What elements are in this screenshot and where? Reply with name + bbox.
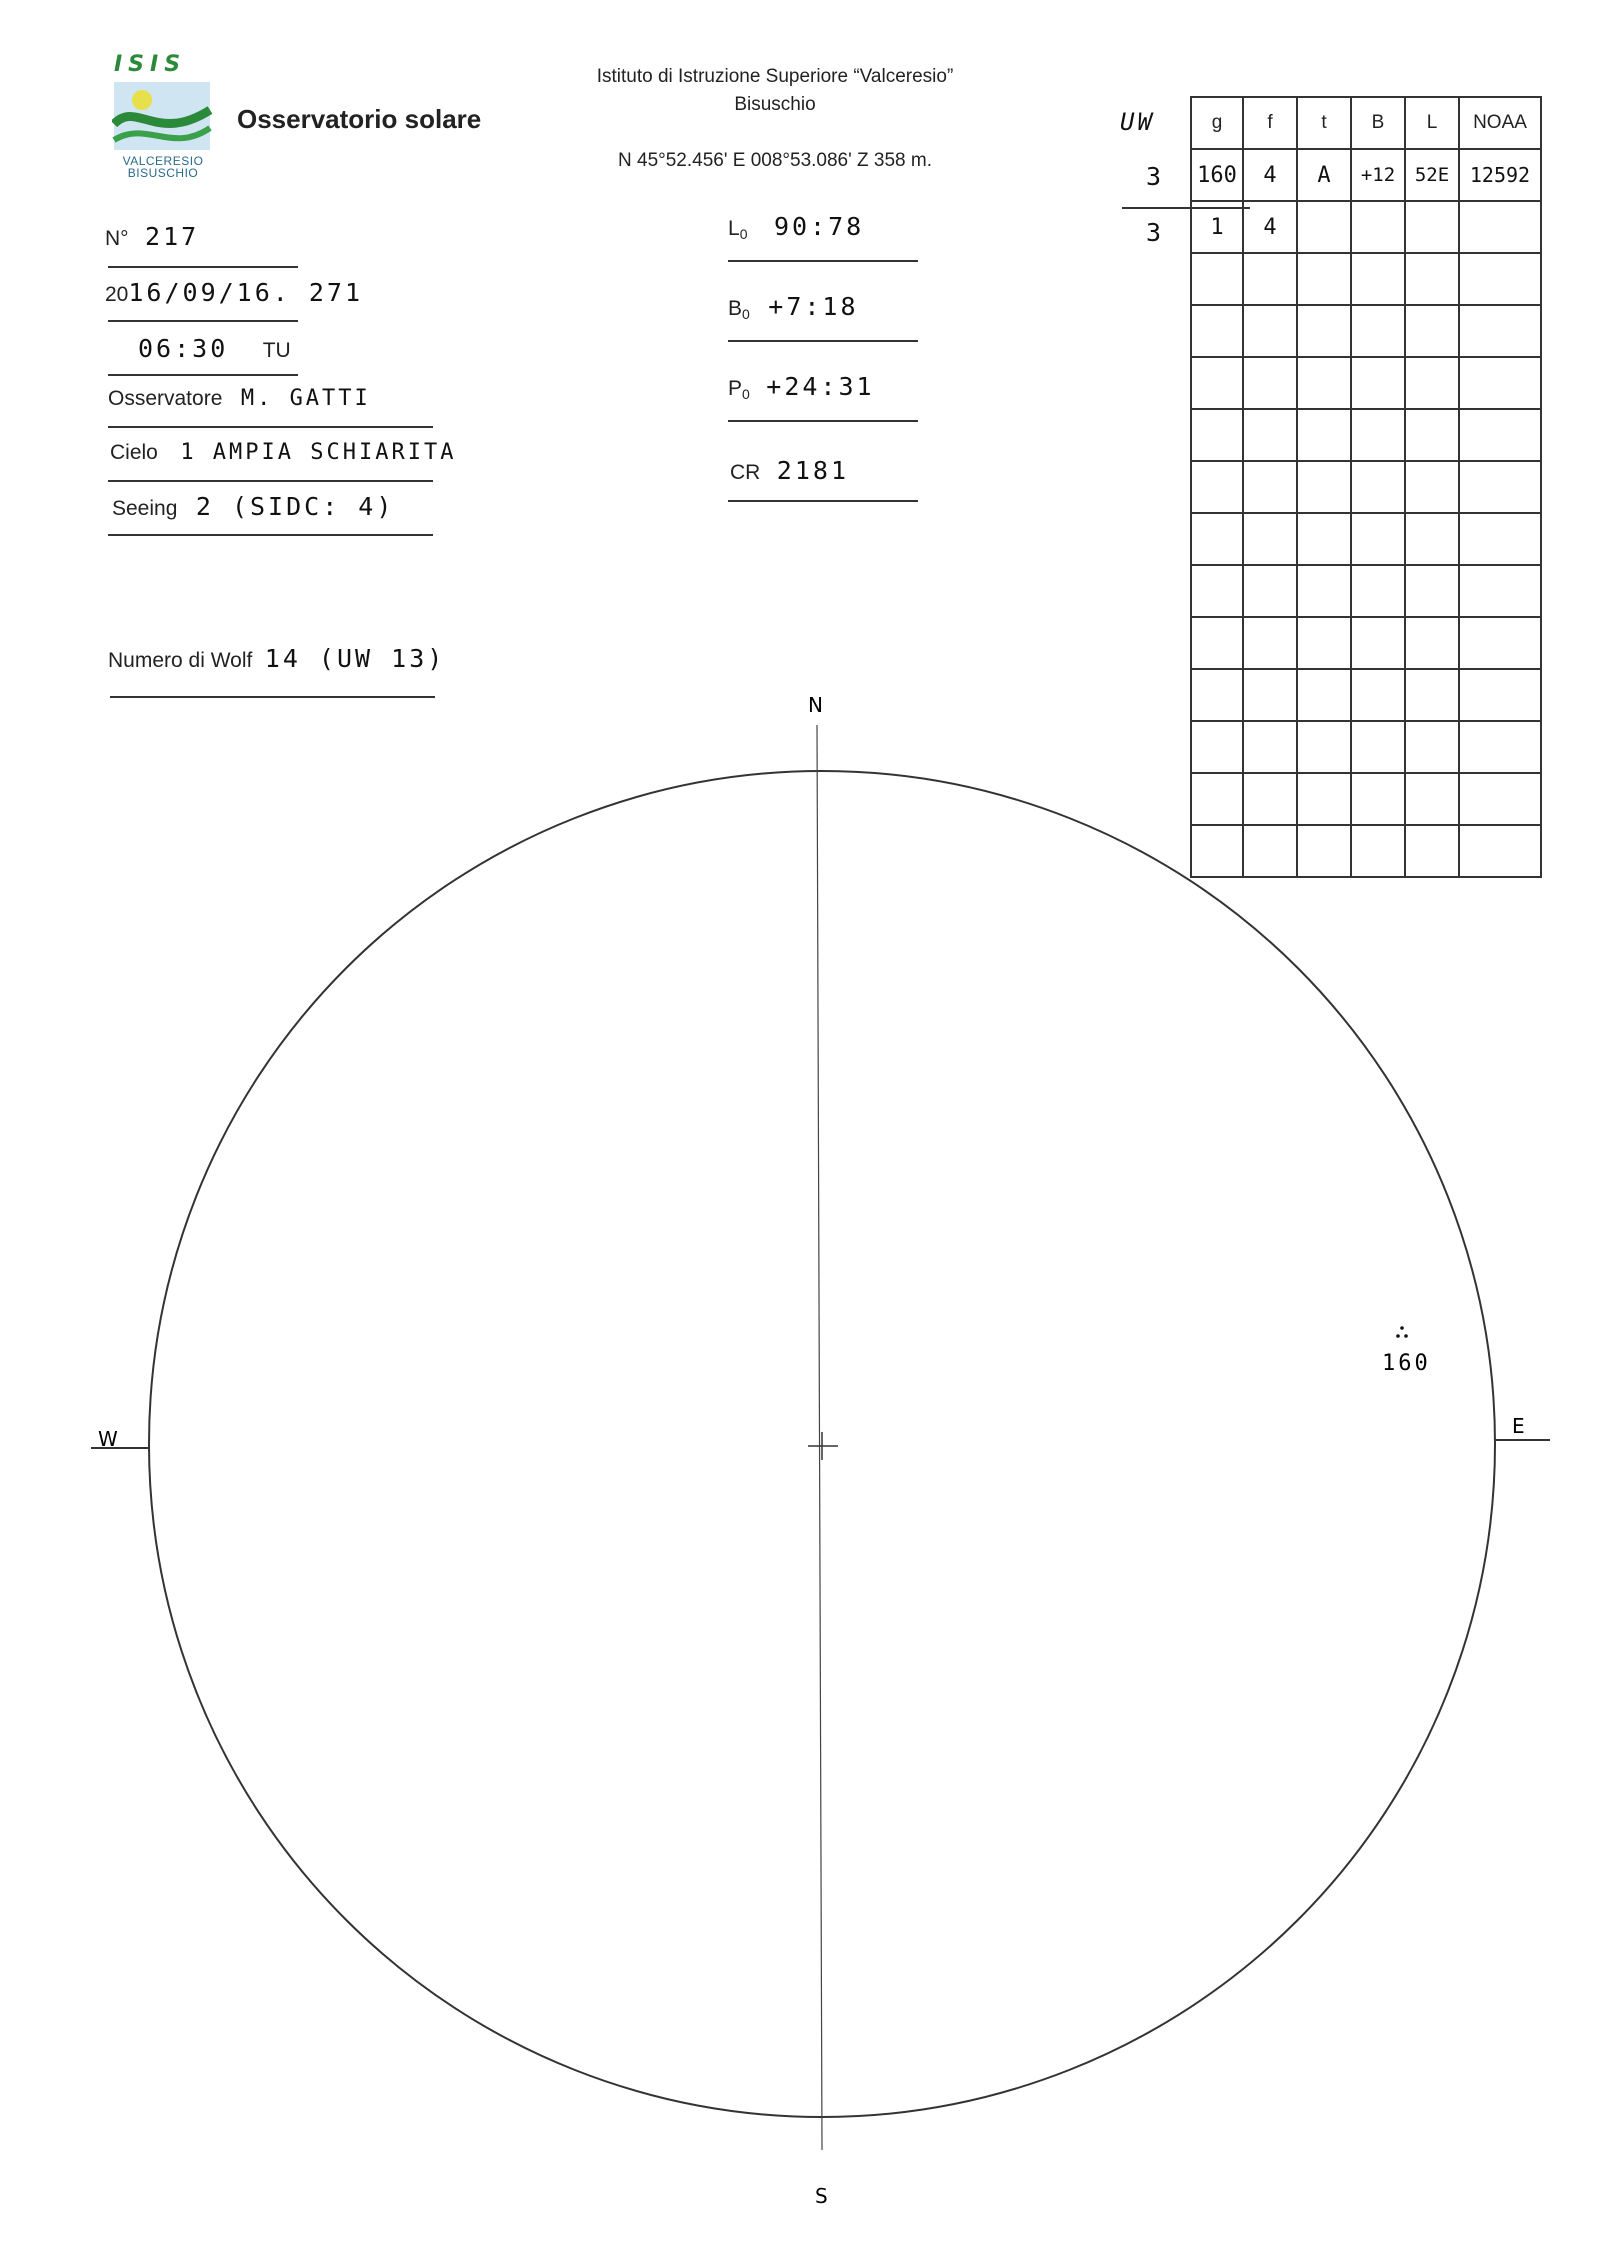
west-label: W <box>98 1427 118 1451</box>
wolf-number-value: 14 (UW 13) <box>264 644 446 673</box>
south-label: S <box>815 2184 828 2208</box>
logo-org-line1: VALCERESIO <box>122 154 204 168</box>
table-cell: A <box>1297 149 1351 201</box>
date-prefix: 20 <box>105 283 129 306</box>
col-header-B: B <box>1351 97 1405 149</box>
P0-label: P <box>728 377 743 400</box>
CR-label: CR <box>730 461 761 484</box>
time-unit: TU <box>262 339 291 362</box>
B0-subscript: 0 <box>742 306 750 323</box>
east-label: E <box>1512 1414 1525 1438</box>
B0-label: B <box>728 297 743 320</box>
uw-header: UW <box>1120 108 1155 136</box>
site-coordinates: N 45°52.456' E 008°53.086' Z 358 m. <box>618 150 932 171</box>
wolf-number-label: Numero di Wolf <box>108 649 253 672</box>
L0-value: 90:78 <box>773 212 865 241</box>
table-cell: 52E <box>1405 149 1459 201</box>
table-cell: 4 <box>1243 201 1297 253</box>
report-number-value: 217 <box>145 222 200 251</box>
observer-value: M. GATTI <box>240 386 371 411</box>
sunspot <box>1396 1334 1400 1338</box>
uw-value-row1: 3 <box>1146 162 1165 191</box>
table-cell: 4 <box>1243 149 1297 201</box>
P0-value: +24:31 <box>766 372 875 401</box>
col-header-t: t <box>1297 97 1351 149</box>
table-cell: 1 <box>1191 201 1243 253</box>
north-label: N <box>808 693 823 717</box>
col-header-NOAA: NOAA <box>1459 97 1541 149</box>
table-cell: 12592 <box>1459 149 1541 201</box>
table-cell: +12 <box>1351 149 1405 201</box>
time-value: 06:30 <box>138 334 229 363</box>
sunspot-group-label: 160 <box>1382 1351 1431 1376</box>
L0-label: L <box>728 217 740 240</box>
logo-org-line2: BISUSCHIO <box>127 166 199 180</box>
CR-value: 2181 <box>776 456 850 485</box>
sky-label: Cielo <box>110 441 158 464</box>
P0-subscript: 0 <box>742 386 750 403</box>
sunspot <box>1404 1334 1408 1338</box>
col-header-f: f <box>1243 97 1297 149</box>
L0-subscript: 0 <box>739 226 748 243</box>
B0-value: +7:18 <box>768 292 859 321</box>
logo-wordmark: ISIS <box>114 52 187 77</box>
seeing-value: 2 (SIDC: 4) <box>195 492 395 521</box>
table-cell: 160 <box>1191 149 1243 201</box>
seeing-label: Seeing <box>112 497 178 520</box>
observatory-title: Osservatorio solare <box>237 104 482 134</box>
col-header-g: g <box>1191 97 1243 149</box>
sky-value: 1 AMPIA SCHIARITA <box>180 440 457 465</box>
col-header-L: L <box>1405 97 1459 149</box>
uw-value-row2: 3 <box>1146 218 1165 247</box>
institute-name: Istituto di Istruzione Superiore “Valceresio” <box>596 66 954 87</box>
report-number-label: N° <box>105 227 129 250</box>
sunspot <box>1400 1326 1404 1330</box>
observer-label: Osservatore <box>108 387 223 410</box>
date-value: 16/09/16. 271 <box>128 278 364 307</box>
institute-town: Bisuschio <box>734 94 816 115</box>
